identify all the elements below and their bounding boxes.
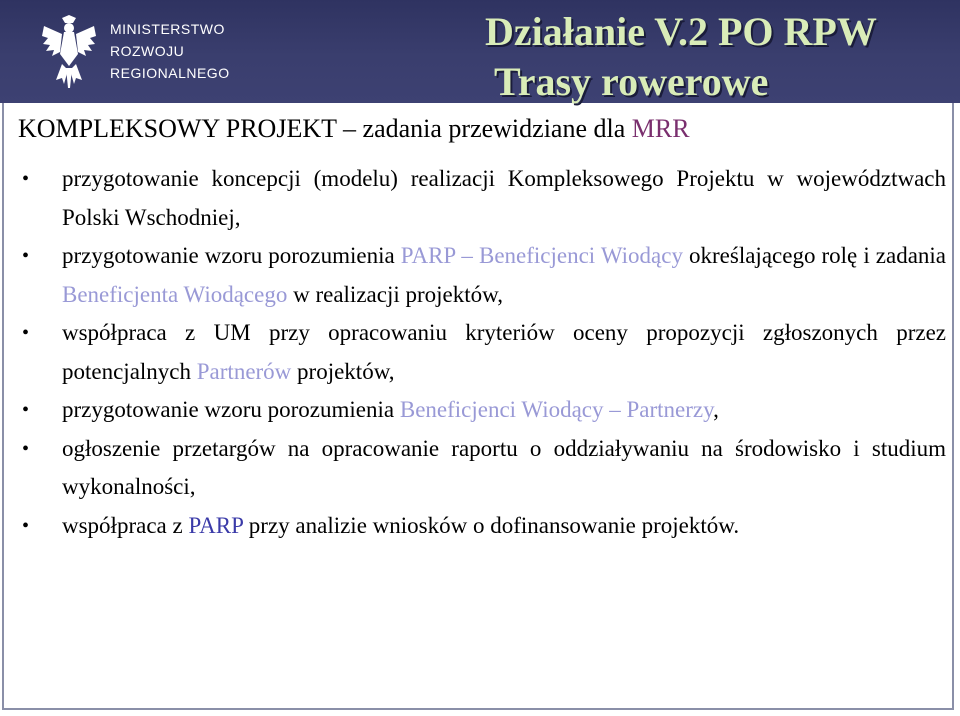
slide-title-line2: Trasy rowerowe [494,59,769,104]
list-item [22,507,946,546]
list-item [22,237,946,314]
item-text: określającego rolę i zadania [682,243,947,268]
bullet-icon: • [22,322,30,344]
item-text: przy analizie wniosków o dofinansowanie projektów. [243,512,740,538]
item-text: przygotowanie wzoru porozumienia [62,397,400,422]
list-item [22,314,946,391]
list-item [22,160,946,237]
bullet-icon: • [22,514,30,537]
item-text: w realizacji projektów, [287,281,503,307]
list-item [22,391,946,430]
item-highlight: PARP – Beneficjenci Wiodący [400,243,683,268]
item-highlight: Partnerów [196,358,292,384]
slide-header [0,0,960,103]
item-highlight: Beneficjenci Wiodący – Partnerzy [399,397,714,422]
item-text: przygotowanie koncepcji (modelu) realizacji Kompleksowego Projektu w województwach Polski Wschodniej, [62,166,946,230]
task-list [22,160,946,545]
item-text: projektów, [291,358,395,384]
bullet-icon: • [22,399,30,421]
item-text: współpraca z [62,512,189,538]
item-text: współpraca z UM przy opracowaniu kryteriów oceny propozycji zgłoszonych przez potencjalnych [62,320,946,384]
ministry-line-2: ROZWOJU [110,43,185,59]
item-highlight: PARP [188,512,244,538]
item-text: ogłoszenie przetargów na opracowanie raportu o oddziaływaniu na środowisko i studium wykonalności, [62,435,946,499]
item-highlight: Beneficjenta Wiodącego [62,281,288,307]
eagle-emblem-icon [40,14,98,90]
bullet-icon: • [22,437,30,460]
section-heading [18,112,690,146]
bullet-icon: • [22,245,30,267]
slide-title-line1: Działanie V.2 PO RPW [485,9,877,54]
ministry-line-1: MINISTERSTWO [110,21,225,37]
heading-text: KOMPLEKSOWY PROJEKT – zadania przewidziane dla [18,114,632,143]
bullet-icon: • [22,168,30,190]
item-text: przygotowanie wzoru porozumienia [62,243,401,268]
heading-accent: MRR [631,114,690,143]
ministry-name [110,18,230,84]
ministry-line-3: REGIONALNEGO [110,65,230,81]
item-text: , [713,397,719,422]
list-item [22,430,946,507]
